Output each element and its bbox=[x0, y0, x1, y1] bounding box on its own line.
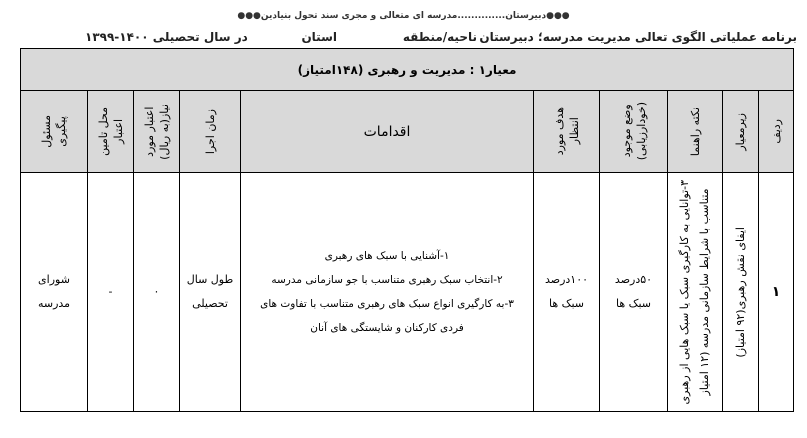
col-current-status: وضع موجود (خودارزیابی) bbox=[619, 102, 648, 161]
cell-sub-criterion: ایفای نقش رهبری(۹۲ امتیاز) bbox=[734, 226, 747, 358]
criterion-title: معیار۱ : مدیریت و رهبری (۱۴۸امتیاز) bbox=[20, 48, 794, 91]
cell-actions: ۱-آشنایی با سبک های رهبری ۲-انتخاب سبک رهبری متناسب با جو سازمانی مدرسه ۳-به کارگیری انواع سبک های رهبری متناسب با تفاوت های فردی کارکنان و شایستگی های آنان bbox=[240, 172, 534, 412]
cell-responsible: شورای مدرسه bbox=[20, 172, 88, 412]
col-funding-source: محل تامین اعتبار bbox=[96, 107, 125, 156]
cell-current-status: ۵۰درصد سبک ها bbox=[599, 172, 668, 412]
cell-target: ۱۰۰درصد سبک ها bbox=[533, 172, 600, 412]
col-row-number: ردیف bbox=[769, 119, 783, 144]
col-sub-criterion: زیرمعیار bbox=[734, 112, 747, 151]
cell-row-number: ۱ bbox=[758, 172, 794, 412]
school-year: در سال تحصیلی ۱۴۰۰-۱۳۹۹ bbox=[85, 30, 248, 44]
school-banner: ●●●دبیرستان..............مدرسه ای متعالی و مجری سند تحول بنیادین●●● bbox=[237, 11, 570, 21]
district-label: ناحیه/منطقه bbox=[402, 30, 477, 44]
cell-budget: ۰ bbox=[133, 172, 180, 412]
col-budget: اعتبار مورد نیاز(به ریال) bbox=[142, 103, 171, 160]
col-responsible: مسئول پیگیری bbox=[40, 115, 68, 148]
col-time: زمان اجرا bbox=[203, 108, 217, 155]
col-target: هدف مورد انتظار bbox=[552, 107, 581, 156]
cell-guide-note: ۳-توانایی به کارگیری سبک یا سبک هایی از رهبری متناسب با شرایط سازمانی مدرسه (۱۲ امتیاز bbox=[678, 179, 711, 405]
col-actions: اقدامات bbox=[240, 90, 534, 173]
program-title: برنامه عملیاتی الگوی تعالی مدیریت مدرسه؛ دبیرستان bbox=[479, 30, 797, 44]
cell-funding-source: - bbox=[87, 172, 134, 412]
col-guide-note: نکته راهنما bbox=[688, 106, 702, 157]
cell-time: طول سال تحصیلی bbox=[179, 172, 241, 412]
province-label: استان bbox=[301, 30, 337, 44]
